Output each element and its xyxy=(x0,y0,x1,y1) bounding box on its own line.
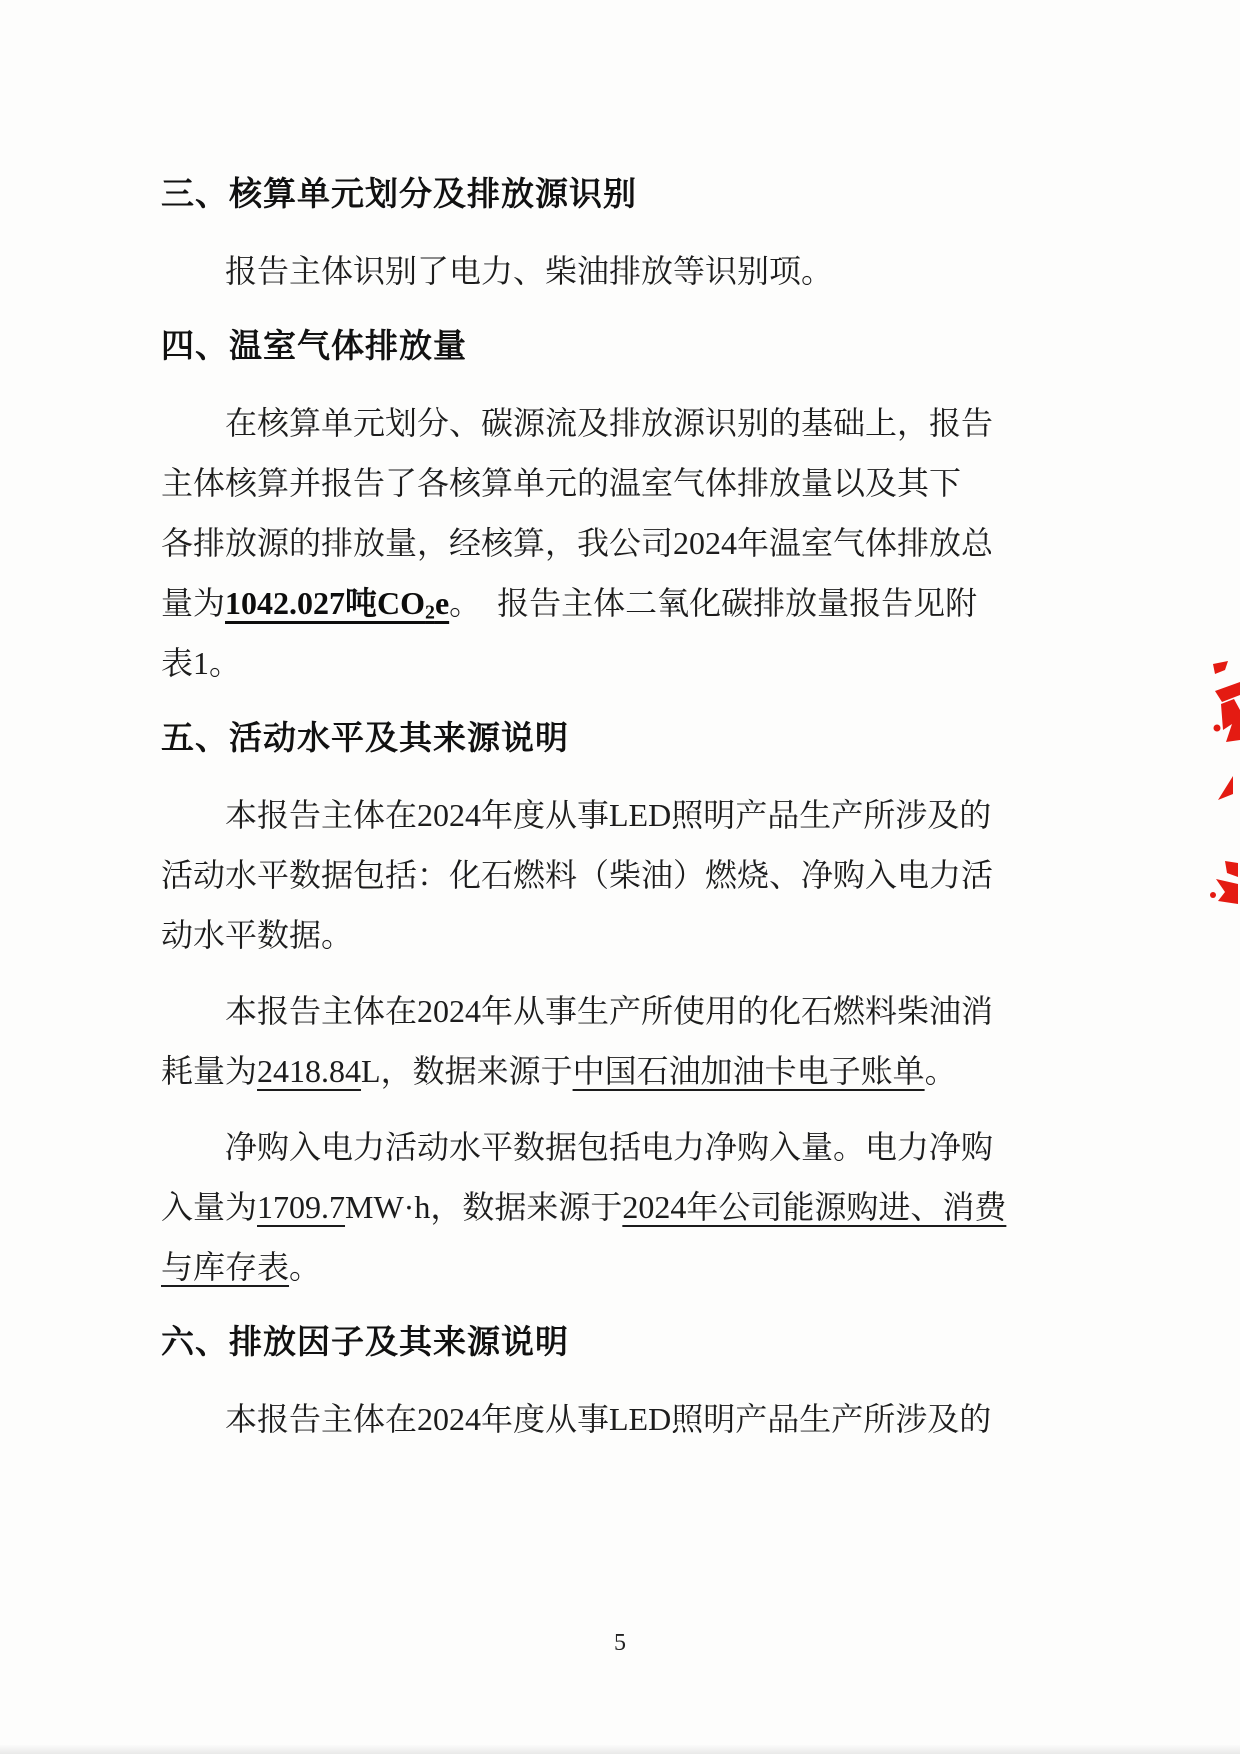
paragraph-6-1 xyxy=(161,1389,992,1449)
text-line: 报告主体识别了电力、柴油排放等识别项。 xyxy=(225,253,834,289)
text-line xyxy=(161,1177,1007,1237)
electricity-data-source: 2024年公司能源购进、消费 xyxy=(622,1189,1007,1225)
section-heading-6: 六、排放因子及其来源说明 xyxy=(161,1325,569,1361)
red-seal-fragment xyxy=(1195,578,1240,923)
section-heading-4: 四、温室气体排放量 xyxy=(161,329,467,365)
paragraph-5-1 xyxy=(161,785,994,965)
electricity-purchase-value: 1709.7 xyxy=(257,1189,346,1225)
text-run: 。 xyxy=(449,585,498,621)
text-line: 活动水平数据包括：化石燃料（柴油）燃烧、净购入电力活 xyxy=(161,857,994,893)
text-run: 1042.027吨CO xyxy=(225,585,426,621)
document-body xyxy=(161,149,1007,1449)
paragraph-5-3 xyxy=(161,1117,1007,1297)
text-run: 。 xyxy=(924,1053,957,1089)
text-line: 在核算单元划分、碳源流及排放源识别的基础上，报告 xyxy=(225,405,994,441)
section-heading-3: 三、核算单元划分及排放源识别 xyxy=(161,177,637,213)
paragraph-5-2 xyxy=(161,981,994,1101)
diesel-data-source: 中国石油加油卡电子账单 xyxy=(572,1053,925,1089)
text-line xyxy=(161,573,978,633)
electricity-data-source-continued: 与库存表 xyxy=(161,1249,290,1285)
page-number: 5 xyxy=(614,1630,626,1656)
total-emissions-value xyxy=(225,585,450,624)
text-run: L，数据来源于 xyxy=(361,1053,573,1089)
text-line xyxy=(161,1041,957,1101)
text-run: 量为 xyxy=(161,585,226,621)
text-run: 报告主体二氧化碳排放量报告见附 xyxy=(497,585,978,621)
paragraph-4-1 xyxy=(161,393,994,693)
text-line: 本报告主体在2024年度从事LED照明产品生产所涉及的 xyxy=(225,1401,992,1437)
text-run: e xyxy=(434,585,450,621)
text-run: 耗量为 xyxy=(161,1053,258,1089)
co2-subscript: 2 xyxy=(425,601,435,624)
diesel-consumption-value: 2418.84 xyxy=(257,1053,362,1089)
text-line: 表1。 xyxy=(161,645,242,681)
text-line: 净购入电力活动水平数据包括电力净购入量。电力净购 xyxy=(225,1129,994,1165)
text-line: 主体核算并报告了各核算单元的温室气体排放量以及其下 xyxy=(161,465,962,501)
text-run: 入量为 xyxy=(161,1189,258,1225)
text-run: 。 xyxy=(289,1249,322,1285)
scan-edge-artifact xyxy=(0,1745,1240,1754)
text-line: 本报告主体在2024年从事生产所使用的化石燃料柴油消 xyxy=(225,993,994,1029)
text-run: MW·h，数据来源于 xyxy=(345,1189,623,1225)
section-heading-5: 五、活动水平及其来源说明 xyxy=(161,721,569,757)
text-line xyxy=(161,1237,939,1297)
text-line: 本报告主体在2024年度从事LED照明产品生产所涉及的 xyxy=(225,797,992,833)
text-line: 各排放源的排放量，经核算，我公司2024年温室气体排放总 xyxy=(161,525,994,561)
text-line: 动水平数据。 xyxy=(161,917,354,953)
paragraph-3-1 xyxy=(161,241,939,301)
